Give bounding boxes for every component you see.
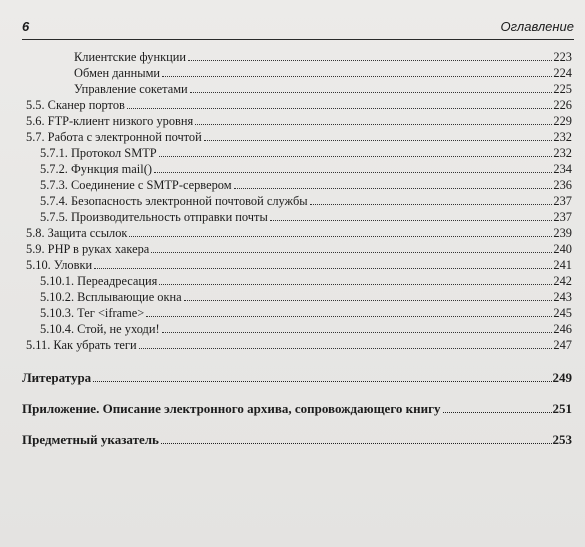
toc-entry-page: 226 <box>553 98 572 112</box>
toc-entry <box>40 209 572 225</box>
dot-leader <box>154 172 552 173</box>
dot-leader <box>159 284 552 285</box>
toc-entry-page: 253 <box>552 432 572 447</box>
toc-entry <box>26 97 572 113</box>
dot-leader <box>162 332 553 333</box>
toc-entry-page: 236 <box>553 178 572 192</box>
dot-leader <box>270 220 553 221</box>
dot-leader <box>93 381 551 382</box>
dot-leader <box>443 412 552 413</box>
running-title: Оглавление <box>500 19 574 34</box>
toc-entry-title: 5.10.4. Стой, не уходи! <box>40 322 160 336</box>
toc-entry <box>26 129 572 145</box>
toc-entry-title: Приложение. Описание электронного архива, сопровождающего книгу <box>22 401 441 416</box>
toc-entry <box>40 193 572 209</box>
toc-entry-page: 232 <box>553 146 572 160</box>
toc-entry <box>74 65 572 81</box>
dot-leader <box>310 204 553 205</box>
toc-entry-page: 240 <box>553 242 572 256</box>
toc-entry-page: 239 <box>553 226 572 240</box>
toc-entry-page: 249 <box>552 370 572 385</box>
toc-entry-page: 229 <box>553 114 572 128</box>
dot-leader <box>94 268 552 269</box>
dot-leader <box>127 108 553 109</box>
toc-entry <box>22 430 572 448</box>
toc-entry-title: 5.7.5. Производительность отправки почты <box>40 210 268 224</box>
toc-entry-title: 5.8. Защита ссылок <box>26 226 128 240</box>
toc-entry-title: 5.7.4. Безопасность электронной почтовой службы <box>40 194 308 208</box>
dot-leader <box>161 443 552 444</box>
toc-entry-page: 237 <box>553 210 572 224</box>
toc-entry-page: 232 <box>553 130 572 144</box>
toc-entry-title: 5.7.2. Функция mail() <box>40 162 152 176</box>
dot-leader <box>159 156 553 157</box>
toc-entry-title: Обмен данными <box>74 66 161 80</box>
dot-leader <box>139 348 553 349</box>
toc-entry-title: 5.10.2. Всплывающие окна <box>40 290 182 304</box>
toc-entry-title: 5.10.1. Переадресация <box>40 274 158 288</box>
toc-entry <box>40 289 572 305</box>
toc-entry-page: 242 <box>553 274 572 288</box>
toc-entry-title: Предметный указатель <box>22 432 159 447</box>
toc-entry-title: Клиентские функции <box>74 50 186 64</box>
toc-entry-title: Литература <box>22 370 92 385</box>
toc-entry <box>22 399 572 417</box>
toc-entry-title: 5.10. Уловки <box>26 258 93 272</box>
toc-entry-page: 225 <box>553 82 572 96</box>
toc-entry-title: Управление сокетами <box>74 82 188 96</box>
toc-entry-page: 247 <box>553 338 572 352</box>
toc-entry-page: 245 <box>553 306 572 320</box>
toc-entry-page: 246 <box>553 322 572 336</box>
dot-leader <box>129 236 552 237</box>
toc-entry <box>40 177 572 193</box>
toc-entry-page: 243 <box>553 290 572 304</box>
toc-entry-title: 5.7.3. Соединение с SMTP-сервером <box>40 178 232 192</box>
toc-entry-page: 241 <box>553 258 572 272</box>
dot-leader <box>190 92 553 93</box>
toc-entry-title: 5.6. FTP-клиент низкого уровня <box>26 114 194 128</box>
dot-leader <box>195 124 552 125</box>
toc-entry <box>26 257 572 273</box>
dot-leader <box>204 140 553 141</box>
toc-entry <box>26 225 572 241</box>
page-number: 6 <box>22 19 30 34</box>
toc-entry-page: 237 <box>553 194 572 208</box>
toc-entry-title: 5.10.3. Тег <iframe> <box>40 306 145 320</box>
toc-entry-title: 5.5. Сканер портов <box>26 98 125 112</box>
dot-leader <box>234 188 553 189</box>
toc-entry <box>22 368 572 386</box>
toc-entry <box>40 273 572 289</box>
dot-leader <box>162 76 552 77</box>
dot-leader <box>146 316 552 317</box>
dot-leader <box>188 60 552 61</box>
dot-leader <box>184 300 553 301</box>
toc-entry <box>40 145 572 161</box>
toc-entry-page: 251 <box>552 401 572 416</box>
toc-entry-page: 234 <box>553 162 572 176</box>
toc-entry-title: 5.11. Как убрать теги <box>26 338 137 352</box>
dot-leader <box>151 252 552 253</box>
toc-entry-title: 5.9. PHP в руках хакера <box>26 242 150 256</box>
toc-entry <box>26 113 572 129</box>
toc-entry <box>74 49 572 65</box>
toc-entry <box>40 161 572 177</box>
toc-entry-title: 5.7.1. Протокол SMTP <box>40 146 157 160</box>
toc-entry <box>26 241 572 257</box>
toc-entry <box>40 321 572 337</box>
toc-entry <box>26 337 572 353</box>
toc-entry-page: 223 <box>553 50 572 64</box>
toc-entry <box>40 305 572 321</box>
toc-entry-title: 5.7. Работа с электронной почтой <box>26 130 202 144</box>
toc-entry-page: 224 <box>553 66 572 80</box>
toc-entry <box>74 81 572 97</box>
